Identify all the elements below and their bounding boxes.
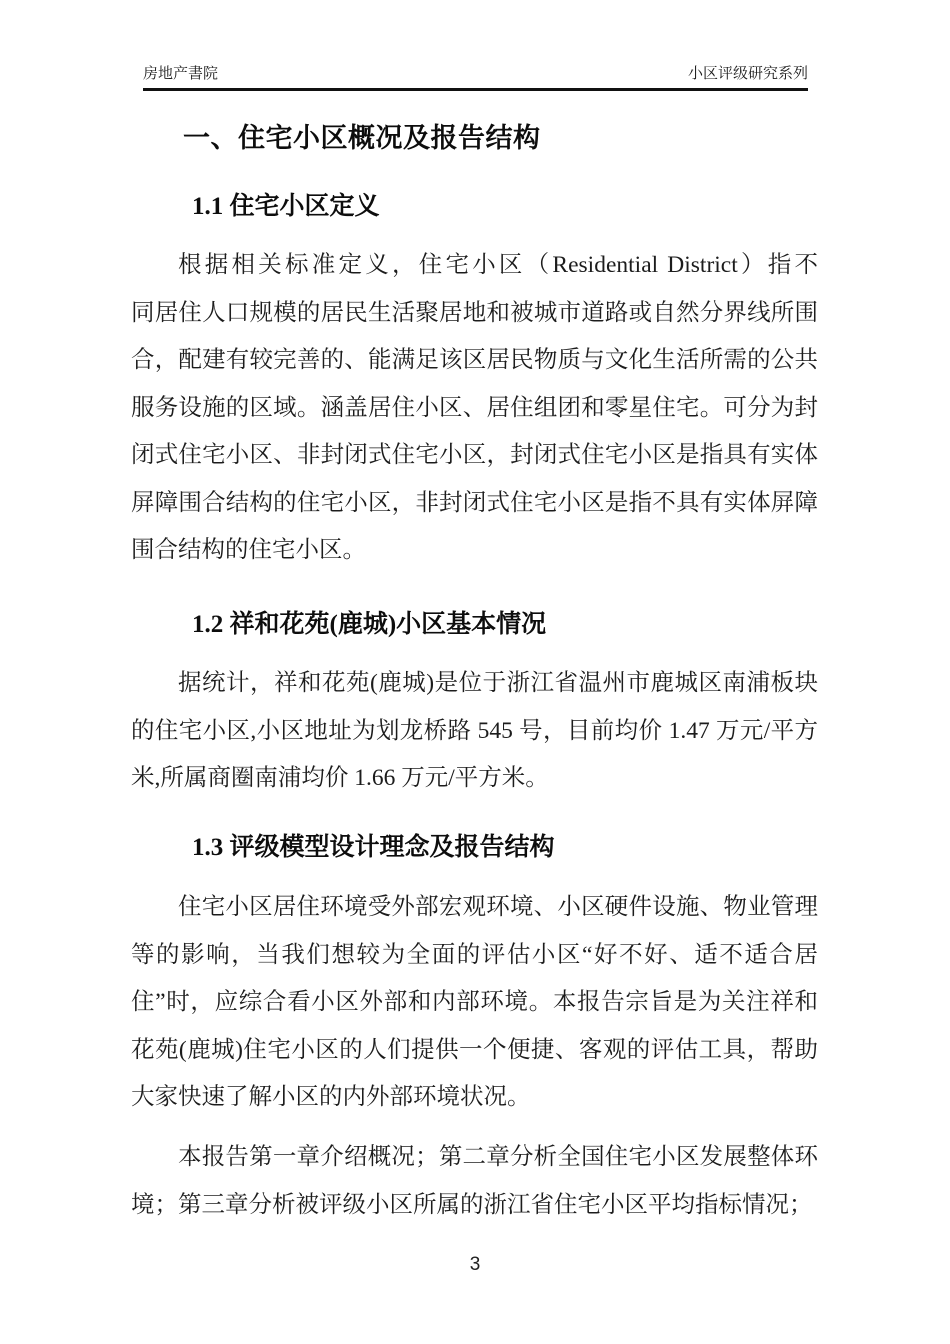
paragraph-line: 等的影响，当我们想较为全面的评估小区“好不好、适不适合居 xyxy=(131,941,818,968)
paragraph-line: 根据相关标准定义，住宅小区（Residential District）指不 xyxy=(178,252,818,278)
page-header xyxy=(143,62,808,91)
paragraph-line: 境；第三章分析被评级小区所属的浙江省住宅小区平均指标情况； xyxy=(131,1191,813,1218)
paragraph-definition xyxy=(131,242,818,575)
paragraph-line: 的住宅小区,小区地址为划龙桥路 545 号，目前均价 1.47 万元/平方 xyxy=(131,717,818,744)
paragraph-report-structure xyxy=(131,1134,818,1229)
chapter-title: 一、住宅小区概况及报告结构 xyxy=(183,123,541,153)
paragraph-line: 本报告第一章介绍概况；第二章分析全国住宅小区发展整体环 xyxy=(178,1144,818,1170)
section-heading-1-3: 1.3 评级模型设计理念及报告结构 xyxy=(192,834,555,861)
paragraph-design-concept xyxy=(131,884,818,1122)
page-number: 3 xyxy=(469,1254,481,1275)
paragraph-line: 住”时，应综合看小区外部和内部环境。本报告宗旨是为关注祥和 xyxy=(131,989,818,1015)
header-left-text: 房地产書院 xyxy=(143,65,219,82)
paragraph-line: 服务设施的区域。涵盖居住小区、居住组团和零星住宅。可分为封 xyxy=(131,394,818,421)
paragraph-line: 屏障围合结构的住宅小区，非封闭式住宅小区是指不具有实体屏障 xyxy=(131,489,818,516)
paragraph-line: 闭式住宅小区、非封闭式住宅小区，封闭式住宅小区是指具有实体 xyxy=(131,442,818,468)
section-heading-1-2: 1.2 祥和花苑(鹿城)小区基本情况 xyxy=(192,611,547,638)
paragraph-line: 同居住人口规模的居民生活聚居地和被城市道路或自然分界线所围 xyxy=(131,299,818,326)
section-heading-1-1: 1.1 住宅小区定义 xyxy=(192,193,380,220)
header-right-text: 小区评级研究系列 xyxy=(687,65,808,82)
paragraph-line: 米,所属商圈南浦均价 1.66 万元/平方米。 xyxy=(131,765,549,791)
paragraph-line: 花苑(鹿城)住宅小区的人们提供一个便捷、客观的评估工具，帮助 xyxy=(131,1036,818,1063)
paragraph-line: 合，配建有较完善的、能满足该区居民物质与文化生活所需的公共 xyxy=(131,347,818,373)
paragraph-line: 围合结构的住宅小区。 xyxy=(131,537,366,563)
paragraph-line: 大家快速了解小区的内外部环境状况。 xyxy=(131,1084,531,1110)
paragraph-line: 据统计，祥和花苑(鹿城)是位于浙江省温州市鹿城区南浦板块 xyxy=(178,670,818,696)
paragraph-line: 住宅小区居住环境受外部宏观环境、小区硬件设施、物业管理 xyxy=(178,894,818,920)
paragraph-basic-info xyxy=(131,660,818,803)
